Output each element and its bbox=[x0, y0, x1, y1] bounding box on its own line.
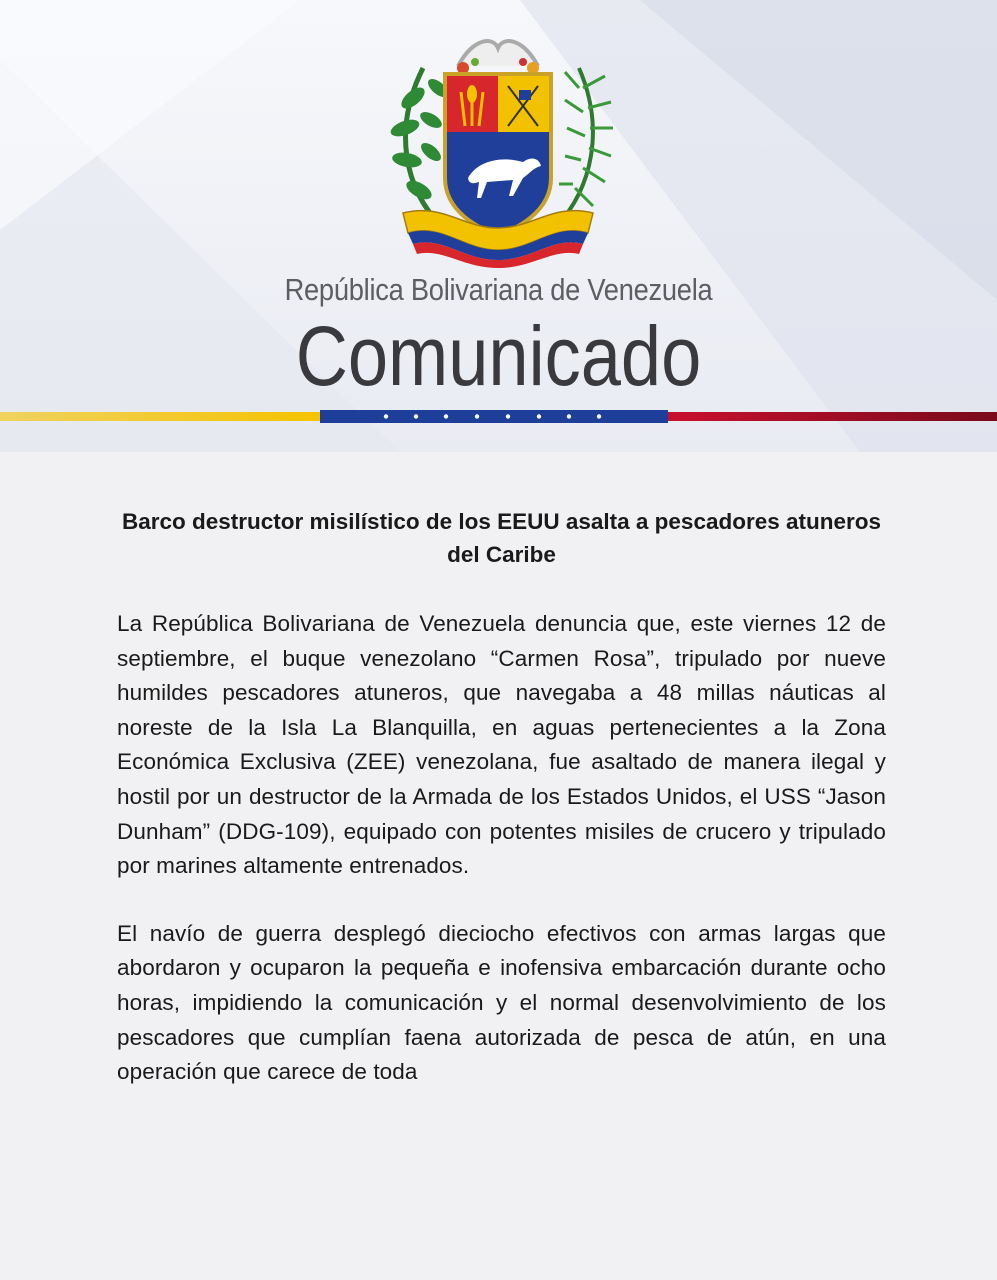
document-title: Comunicado bbox=[295, 309, 702, 403]
letterhead bbox=[0, 0, 997, 452]
paragraph-1: La República Bolivariana de Venezuela denuncia que, este viernes 12 de septiembre, el buque venezolano “Carmen Rosa”, tripulado por nueve humildes pescadores atuneros, que navegaba a 48 millas náuticas al noreste de la Isla La Blanquilla, en aguas pertenecientes a la Zona Económica Exclusiva (ZEE) venezolana, fue asaltado de manera ilegal y hostil por un destructor de la Armada de los Estados Unidos, el USS “Jason Dunham” (DDG-109), equipado con potentes misiles de crucero y tripulado por marines altamente entrenados. bbox=[117, 611, 886, 879]
paragraph-2: El navío de guerra desplegó dieciocho efectivos con armas largas que abordaron y ocuparon la pequeña e inofensiva embarcación durante ocho horas, impidiendo la comunicación y el normal desenvolvimiento de los pescadores que cumplían faena autorizada de pesca de atún, en una operación que carece de toda bbox=[117, 920, 886, 1085]
coat-of-arms-icon bbox=[383, 28, 613, 268]
flag-stripe bbox=[0, 410, 997, 423]
headline: Barco destructor misilístico de los EEUU asalta a pescadores atuneros del Caribe bbox=[121, 509, 882, 567]
country-name: República Bolivariana de Venezuela bbox=[284, 272, 713, 307]
communique-body bbox=[117, 505, 886, 1123]
